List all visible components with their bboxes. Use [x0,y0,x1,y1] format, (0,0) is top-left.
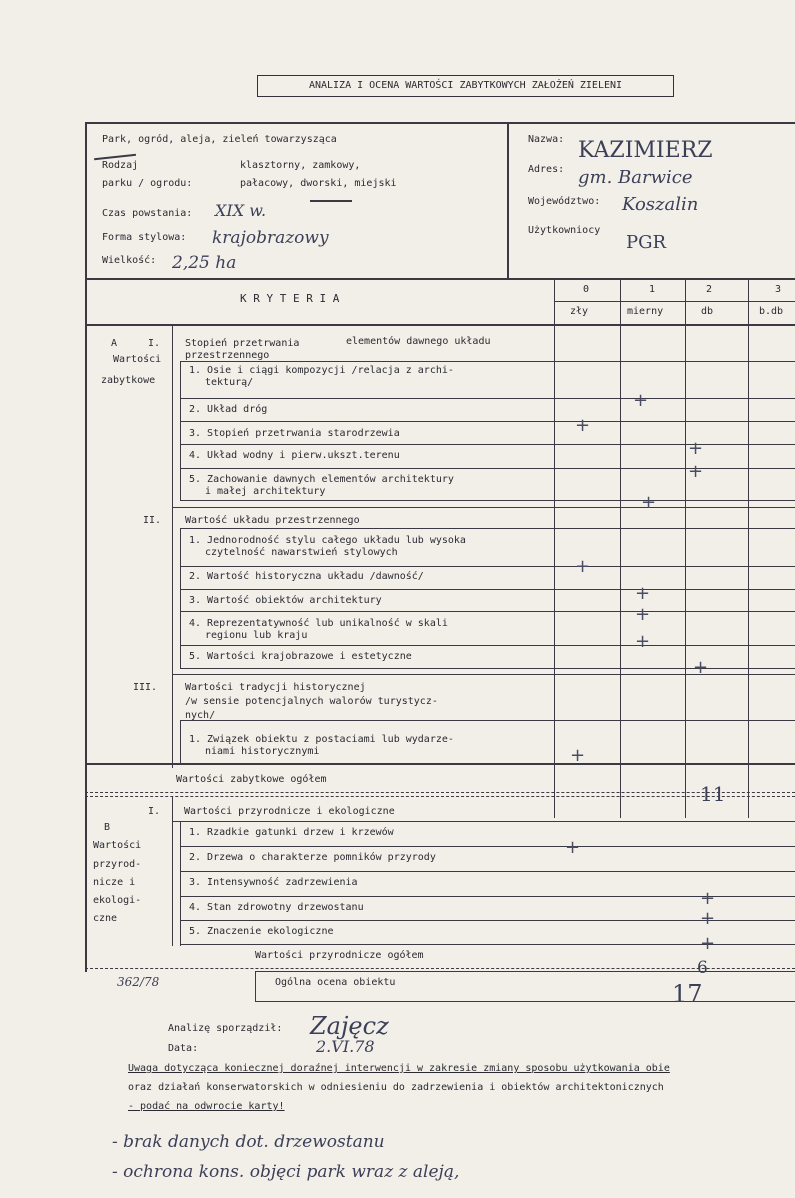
criterion-label-cont: regionu lub kraju [205,630,308,641]
score-1-num: 1 [649,284,656,295]
criterion-label: 4. Układ wodny i pierw.ukszt.terenu [189,450,400,461]
park-options-line2: pałacowy, dworski, miejski [240,178,397,189]
rule [85,122,795,124]
tick-mark: + [635,583,651,604]
park-type-line: Park, ogród, aleja, zieleń towarzysząca [102,134,337,145]
group2-title: Wartość układu przestrzennego [185,515,360,526]
tick-mark: + [565,837,581,858]
criterion-label: 1. Osie i ciągi kompozycji /relacja z archi- [189,365,454,376]
park-options-line1: klasztorny, zamkowy, [240,160,361,171]
rule [554,301,795,302]
handwritten-note-2: - ochrona kons. objęci park wraz z aleją, [112,1162,460,1182]
rule [180,361,181,500]
rule [180,398,795,399]
section-b-label-2: przyrod- [93,859,142,870]
forma-value: krajobrazowy [212,228,329,248]
group1-title-b: elementów dawnego układu [346,336,491,347]
adres-label: Adres: [528,164,565,175]
rule [172,796,173,946]
criterion-label: 1. Rzadkie gatunki drzew i krzewów [189,827,394,838]
group3-title-1: Wartości tradycji historycznej [185,682,366,693]
rule [685,278,686,818]
reference-number: 362/78 [117,975,160,989]
rule [180,720,181,763]
section-b-label-1: Wartości [93,840,142,851]
rodzaj-label: Rodzaj [102,160,139,171]
analyst-label: Analizę sporządził: [168,1023,283,1034]
rule [255,1001,795,1002]
section-a-total-label: Wartości zabytkowe ogółem [176,774,327,785]
group3-roman: III. [133,682,158,693]
date-value: 2.VI.78 [316,1037,375,1056]
overall-label: Ogólna ocena obiektu [275,977,396,988]
rule [255,971,795,972]
uzytkownicy-label: Użytkowniocy [528,225,601,236]
form-title-box [257,75,674,97]
criterion-label: 3. Wartość obiektów architektury [189,595,382,606]
section-a-label-2: zabytkowe [101,375,156,386]
dashed-rule [85,968,795,969]
rule [180,589,795,590]
group2-roman: II. [143,515,162,526]
rule [85,278,795,280]
rule [85,763,795,765]
rule [180,645,795,646]
forma-label: Forma stylowa: [102,232,187,243]
rule [85,324,795,326]
tick-mark: + [700,908,716,929]
adres-value: gm. Barwice [578,167,693,188]
form-title: ANALIZA I OCENA WARTOŚCI ZABYTKOWYCH ZAŁOŻEŃ ZIELENI [308,80,623,91]
criterion-label: 2. Układ dróg [189,404,268,415]
overall-value: 17 [672,980,703,1008]
strike-mark [94,154,136,160]
criterion-label: 3. Stopień przetrwania starodrzewia [189,428,400,439]
group3-title-2: /w sensie potencjalnych walorów turystycz- [185,696,438,707]
criterion-label-cont: tekturą/ [205,377,254,388]
criterion-label: 2. Drzewa o charakterze pomników przyrody [189,852,436,863]
group3-title-3: nych/ [185,710,216,721]
rule [507,122,509,278]
dashed-rule [85,796,795,797]
tick-mark: + [575,556,591,577]
criterion-label: 3. Intensywność zadrzewienia [189,877,358,888]
nazwa-label: Nazwa: [528,134,565,145]
wielkosc-label: Wielkość: [102,255,157,266]
note-line-1: Uwaga dotycząca koniecznej doraźnej interwencji w zakresie zmiany sposobu użytkowania obie [128,1063,670,1074]
score-2-desc: db [701,306,714,317]
rule [748,278,749,818]
section-a-roman: I. [148,338,161,349]
rule [180,611,795,612]
date-label: Data: [168,1043,199,1054]
criterion-label: 5. Znaczenie ekologiczne [189,926,334,937]
rule [180,566,795,567]
tick-mark: + [575,415,591,436]
tick-mark: + [700,933,716,954]
score-3-num: 3 [775,284,782,295]
criterion-label: 1. Jednorodność stylu całego układu lub wysoka [189,535,466,546]
criteria-label: K R Y T E R I A [240,292,340,305]
handwritten-note-1: - brak danych dot. drzewostanu [112,1132,385,1152]
score-0-num: 0 [583,284,590,295]
rule [180,421,795,422]
tick-mark: + [633,390,649,411]
rule [180,500,795,501]
rule [172,324,173,768]
nazwa-value: KAZIMIERZ [578,138,713,163]
section-b-total-value: 6 [697,958,708,978]
note-line-2: oraz działań konserwatorskich w odniesieniu do zadrzewienia i obiektów architektonicznych [128,1082,664,1093]
note-line-3: - podać na odwrocie karty! [128,1101,285,1112]
rule [180,846,795,847]
rule [554,278,555,818]
criterion-label-cont: niami historycznymi [205,746,320,757]
criterion-label: 5. Zachowanie dawnych elementów architektury [189,474,454,485]
rule [180,821,181,946]
rule [180,720,795,721]
tick-mark: + [700,888,716,909]
dashed-rule [85,792,795,793]
rule [180,871,795,872]
wojewodztwo-value: Koszalin [622,194,699,215]
section-a-letter: A [111,338,118,349]
criterion-label: 5. Wartości krajobrazowe i estetyczne [189,651,412,662]
section-b-total-label: Wartości przyrodnicze ogółem [255,950,424,961]
parku-label: parku / ogrodu: [102,178,193,189]
analyst-signature: Zajęcz [310,1012,389,1040]
criterion-label: 4. Stan zdrowotny drzewostanu [189,902,364,913]
wielkosc-value: 2,25 ha [172,253,237,273]
czas-value: XIX w. [215,201,267,220]
criterion-label: 4. Reprezentatywność lub unikalność w skali [189,618,448,629]
section-a-total-value: 11 [700,782,726,806]
section-a-label-1: Wartości [113,354,162,365]
rule [85,122,87,972]
tick-mark: + [635,604,651,625]
rule [620,278,621,818]
section-b-label-5: czne [93,913,118,924]
rule [255,971,256,1001]
uzytkownicy-value: PGR [626,232,667,253]
score-3-desc: b.db [759,306,784,317]
score-2-num: 2 [706,284,713,295]
section-b-label-4: ekologi- [93,895,142,906]
tick-mark: + [693,657,709,678]
tick-mark: + [641,492,657,513]
criterion-label: 1. Związek obiektu z postaciami lub wydarze- [189,734,454,745]
criterion-label-cont: czytelność nawarstwień stylowych [205,547,398,558]
score-1-desc: mierny [627,306,664,317]
rule [180,528,181,668]
score-0-desc: zły [570,306,589,317]
tick-mark: + [635,631,651,652]
rule [172,821,795,822]
tick-mark: + [570,745,586,766]
section-b-letter: B [104,822,111,833]
section-b-roman: I. [148,806,161,817]
rule [180,528,795,529]
group1-title-c: przestrzennego [185,350,270,361]
criterion-label-cont: i małej architektury [205,486,326,497]
rule [180,361,795,362]
wojewodztwo-label: Województwo: [528,196,601,207]
criterion-label: 2. Wartość historyczna układu /dawność/ [189,571,424,582]
section-b-title: Wartości przyrodnicze i ekologiczne [184,806,395,817]
tick-mark: + [688,461,704,482]
group1-title-a: Stopień przetrwania [185,338,300,349]
tick-mark: + [688,438,704,459]
section-b-label-3: nicze i [93,877,136,888]
underline-mark [310,200,352,202]
rule [172,507,795,508]
czas-label: Czas powstania: [102,208,193,219]
